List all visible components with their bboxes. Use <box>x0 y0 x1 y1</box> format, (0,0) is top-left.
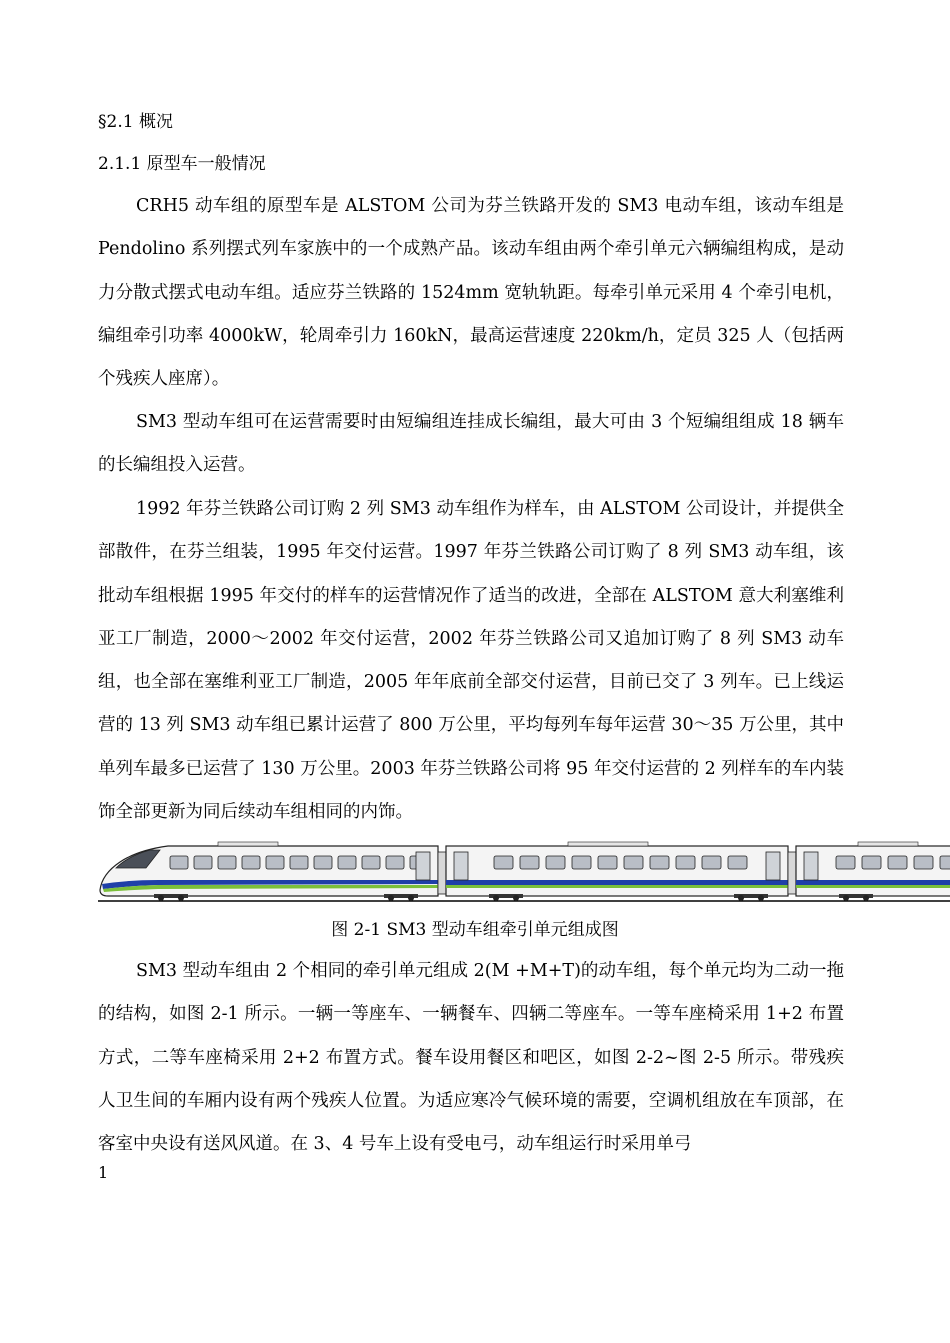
car-1-window <box>290 856 308 869</box>
car-2-window <box>624 856 643 869</box>
wheel <box>738 895 744 901</box>
car-2-window <box>494 856 513 869</box>
car-3-window <box>888 856 907 869</box>
car-1-window <box>314 856 332 869</box>
car-2-window <box>702 856 721 869</box>
train-illustration <box>98 838 950 904</box>
car-2-window <box>546 856 565 869</box>
roof-unit <box>858 842 918 846</box>
car-1-window <box>338 856 356 869</box>
car-2-door <box>454 852 468 880</box>
car-3-window <box>914 856 933 869</box>
wheel <box>408 895 414 901</box>
gangway-1 <box>438 852 446 894</box>
roof-unit <box>568 842 648 846</box>
wheel <box>178 895 184 901</box>
car-2-door <box>766 852 780 880</box>
paragraph-coupling: SM3 型动车组可在运营需要时由短编组连挂成长编组，最大可由 3 个短编组组成 18 辆车的长编组投入运营。 <box>98 412 844 476</box>
page-number: 1 <box>98 1163 109 1182</box>
car-2-body <box>446 846 788 896</box>
train-figure <box>98 838 950 904</box>
car-2-window <box>650 856 669 869</box>
car-2-stripe-blue <box>446 880 788 885</box>
section-heading: §2.1 概况 <box>98 112 173 132</box>
car-2-stripe-green <box>446 885 788 888</box>
car-1-window <box>362 856 380 869</box>
paragraph-composition: SM3 型动车组由 2 个相同的牵引单元组成 2(M +M+T)的动车组，每个单元均为二动一拖的结构，如图 2-1 所示。一辆一等座车、一辆餐车、四辆二等座车。一等车座椅采用 1+2 布置方式，二等车座椅采用 2+2 布置方式。餐车设用餐区和吧区，如图 2-2~图 2-5 所示。带残疾人卫生间的车厢内设有两个残疾人位置。为适应寒冷气候环境的需要，空调机组放在车顶部，在客室中央设有送风风道。在 3、4 号车上设有受电弓，动车组运行时采用单弓 <box>98 961 844 1155</box>
car-2-window <box>598 856 617 869</box>
car-1-window <box>170 856 188 869</box>
figure-caption: 图 2-1 SM3 型动车组牵引单元组成图 <box>331 920 619 940</box>
car-1-window <box>194 856 212 869</box>
car-2-window <box>676 856 695 869</box>
wheel <box>513 895 519 901</box>
wheel <box>758 895 764 901</box>
car-3-stripe-blue <box>796 880 950 885</box>
subsection-heading: 2.1.1 原型车一般情况 <box>98 154 266 174</box>
car-3-stripe-green <box>796 885 950 888</box>
wheel <box>388 895 394 901</box>
car-2-window <box>572 856 591 869</box>
car-3-window <box>862 856 881 869</box>
car-3-window <box>940 856 950 869</box>
car-1-window <box>242 856 260 869</box>
car-2-window <box>728 856 747 869</box>
wheel <box>843 895 849 901</box>
car-1-window <box>266 856 284 869</box>
wheel <box>863 895 869 901</box>
wheel <box>158 895 164 901</box>
car-3-window <box>836 856 855 869</box>
roof-unit <box>218 842 278 846</box>
car-1-window <box>218 856 236 869</box>
gangway-2 <box>788 852 796 894</box>
wheel <box>493 895 499 901</box>
car-3-door <box>804 852 818 880</box>
paragraph-history: 1992 年芬兰铁路公司订购 2 列 SM3 动车组作为样车，由 ALSTOM 公司设计，并提供全部散件，在芬兰组装，1995 年交付运营。1997 年芬兰铁路公司订购了 8 列 SM3 动车组，该批动车组根据 1995 年交付的样车的运营情况作了适当的改进，全部在 ALSTOM 意大利塞维利亚工厂制造，2000～2002 年交付运营，2002 年芬兰铁路公司又追加订购了 8 列 SM3 动车组，也全部在塞维利亚工厂制造，2005 年年底前全部交付运营，目前已交了 3 列车。已上线运营的 13 列 SM3 动车组已累计运营了 800 万公里，平均每列车每年运营 30～35 万公里，其中单列车最多已运营了 130 万公里。2003 年芬兰铁路公司将 95 年交付运营的 2 列样车的车内装饰全部更新为同后续动车组相同的内饰。 <box>98 499 844 823</box>
paragraph-prototype: CRH5 动车组的原型车是 ALSTOM 公司为芬兰铁路开发的 SM3 电动车组，该动车组是 Pendolino 系列摆式列车家族中的一个成熟产品。该动车组由两个牵引单元六辆编组构成，是动力分散式摆式电动车组。适应芬兰铁路的 1524mm 宽轨轨距。每牵引单元采用 4 个牵引电机，编组牵引功率 4000kW，轮周牵引力 160kN，最高运营速度 220km/h，定员 325 人（包括两个残疾人座席）。 <box>98 196 844 390</box>
car-1-window <box>386 856 404 869</box>
car-1-door <box>416 852 430 880</box>
car-3-body <box>796 846 950 896</box>
car-2-window <box>520 856 539 869</box>
